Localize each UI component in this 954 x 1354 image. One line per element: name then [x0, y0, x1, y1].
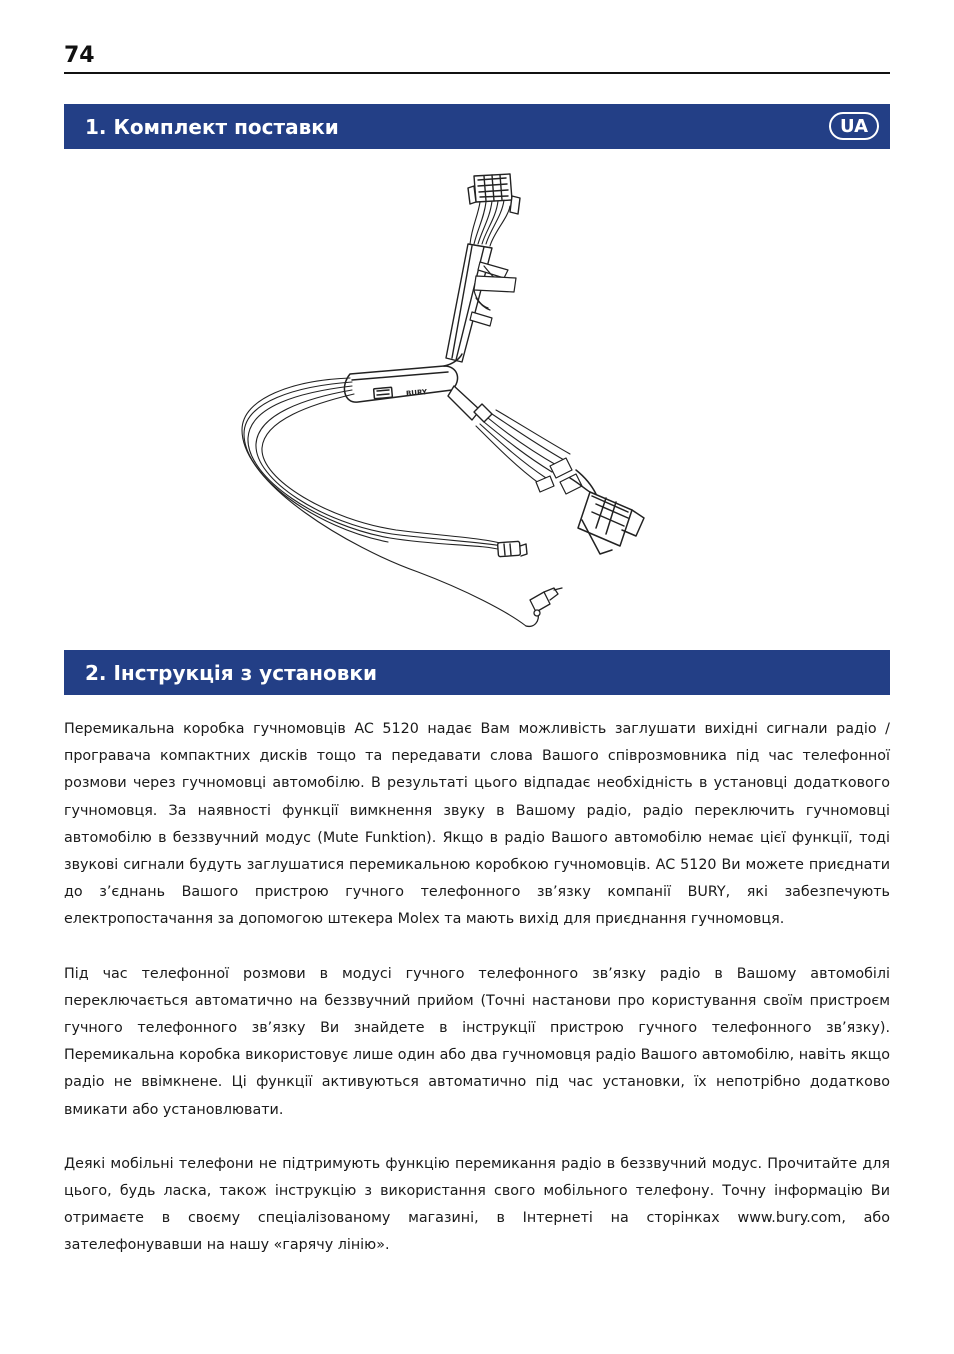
top-connector — [468, 174, 520, 214]
section-title: 2. Інструкція з установки — [85, 660, 377, 685]
section-title: 1. Комплект поставки — [85, 114, 339, 139]
section-header-installation — [64, 650, 890, 695]
language-badge: UA — [829, 112, 879, 140]
bottom-connector — [570, 470, 644, 554]
switch-box — [344, 354, 462, 402]
device-label: BURY — [405, 388, 428, 398]
paragraph: Перемикальна коробка гучномовців AC 5120 надає Вам можливість заглушати вихідні сигнали радіо / програвача компактних дисків тощо та передавати слова Вашого співрозмовника під час телефонної розмови через гучномовці автомобілю. В результаті цього відпадає необхідність в установці додаткового гучномовця. За наявності функції вимкнення звуку в Вашому радіо, радіо переключить гучномовці автомобілю в беззвучний модус (Mute Funktion). Якщо в радіо Вашого автомобілю немає цієї функції, тоді звукові сигнали будуть заглушатися перемикальною коробкою гучномовців. AC 5120 Ви можете приєднати до з’єднань Вашого пристрою гучного телефонного зв’язку компанії BURY, які забезпечують електропостачання за допомогою штекера Molex та мають вихід для приєднання гучномовця. — [64, 721, 890, 928]
instructions-text — [64, 716, 890, 1287]
molex-connector — [498, 541, 527, 557]
product-illustration — [240, 166, 660, 632]
page-number: 74 — [64, 43, 95, 68]
section-header-delivery-set — [64, 104, 890, 149]
paragraph: Під час телефонної розмови в модусі гучного телефонного зв’язку радіо в Вашому автомобілі переключається автоматично на беззвучний прийом (Точні настанови про користування своїм пристроєм гучного телефонного зв’язку Ви знайдете в інструкції пристрою гучного телефонного зв’язку). Перемикальна коробка використовує лише один або два гучномовця радіо Вашого автомобілю, навіть якщо радіо не ввімкнене. Ці функції активуються автоматично під час установки, їх непотрібно додатково вмикати або установлювати. — [64, 965, 890, 1118]
jack-plug — [526, 588, 562, 626]
paragraph: Деякі мобільні телефони не підтримують функцію перемикання радіо в беззвучний модус. Прочитайте для цього, будь ласка, також інструкцію з використання свого мобільного телефону. Точну інформацію Ви отримаєте в своєму спеціалізованому магазині, в Інтернеті на сторінках www.bury.com, або зателефонувавши на нашу «гарячу лінію». — [64, 1155, 890, 1254]
top-rule — [64, 72, 890, 74]
